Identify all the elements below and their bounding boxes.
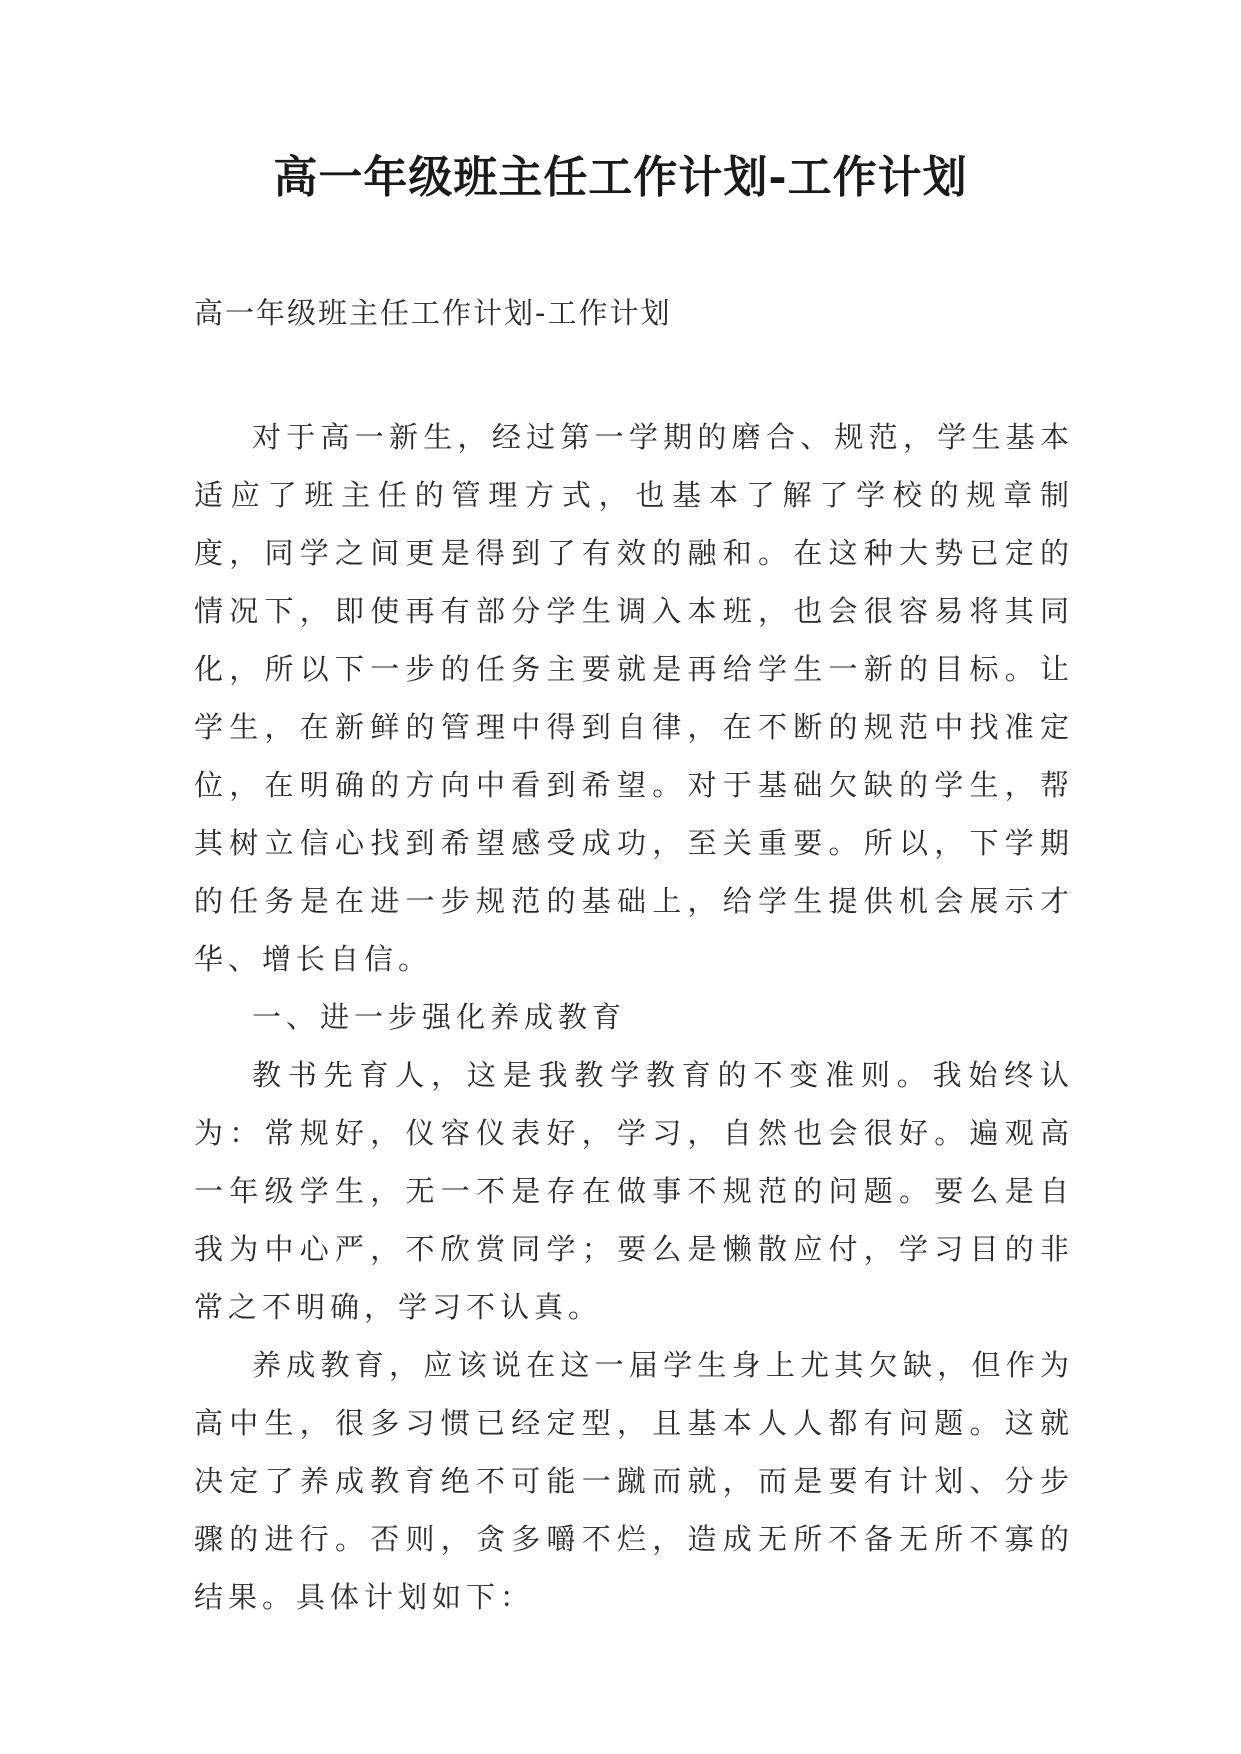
body-paragraph: 养成教育，应该说在这一届学生身上尤其欠缺，但作为高中生，很多习惯已经定型，且基本人人都有问题。这就决定了养成教育绝不可能一蹴而就，而是要有计划、分步骤的进行。否则，贪多嚼不烂，造成无所不备无所不寡的结果。具体计划如下：: [194, 1348, 1074, 1614]
document-title: 高一年级班主任工作计划-工作计划: [273, 152, 968, 203]
document-body: [194, 408, 1074, 1626]
intro-paragraph: 对于高一新生，经过第一学期的磨合、规范，学生基本适应了班主任的管理方式，也基本了解了学校的规章制度，同学之间更是得到了有效的融和。在这种大势已定的情况下，即使再有部分学生调入本班，也会很容易将其同化，所以下一步的任务主要就是再给学生一新的目标。让学生，在新鲜的管理中得到自律，在不断的规范中找准定位，在明确的方向中看到希望。对于基础欠缺的学生，帮其树立信心找到希望感受成功，至关重要。所以，下学期的任务是在进一步规范的基础上，给学生提供机会展示才华、增长自信。: [194, 420, 1074, 976]
body-paragraph: 教书先育人，这是我教学教育的不变准则。我始终认为：常规好，仪容仪表好，学习，自然也会很好。遍观高一年级学生，无一不是存在做事不规范的问题。要么是自我为中心严，不欣赏同学；要么是懒散应付，学习目的非常之不明确，学习不认真。: [194, 1058, 1074, 1324]
section-heading: 一、进一步强化养成教育: [252, 1000, 627, 1034]
document-subtitle: 高一年级班主任工作计划-工作计划: [194, 296, 672, 330]
